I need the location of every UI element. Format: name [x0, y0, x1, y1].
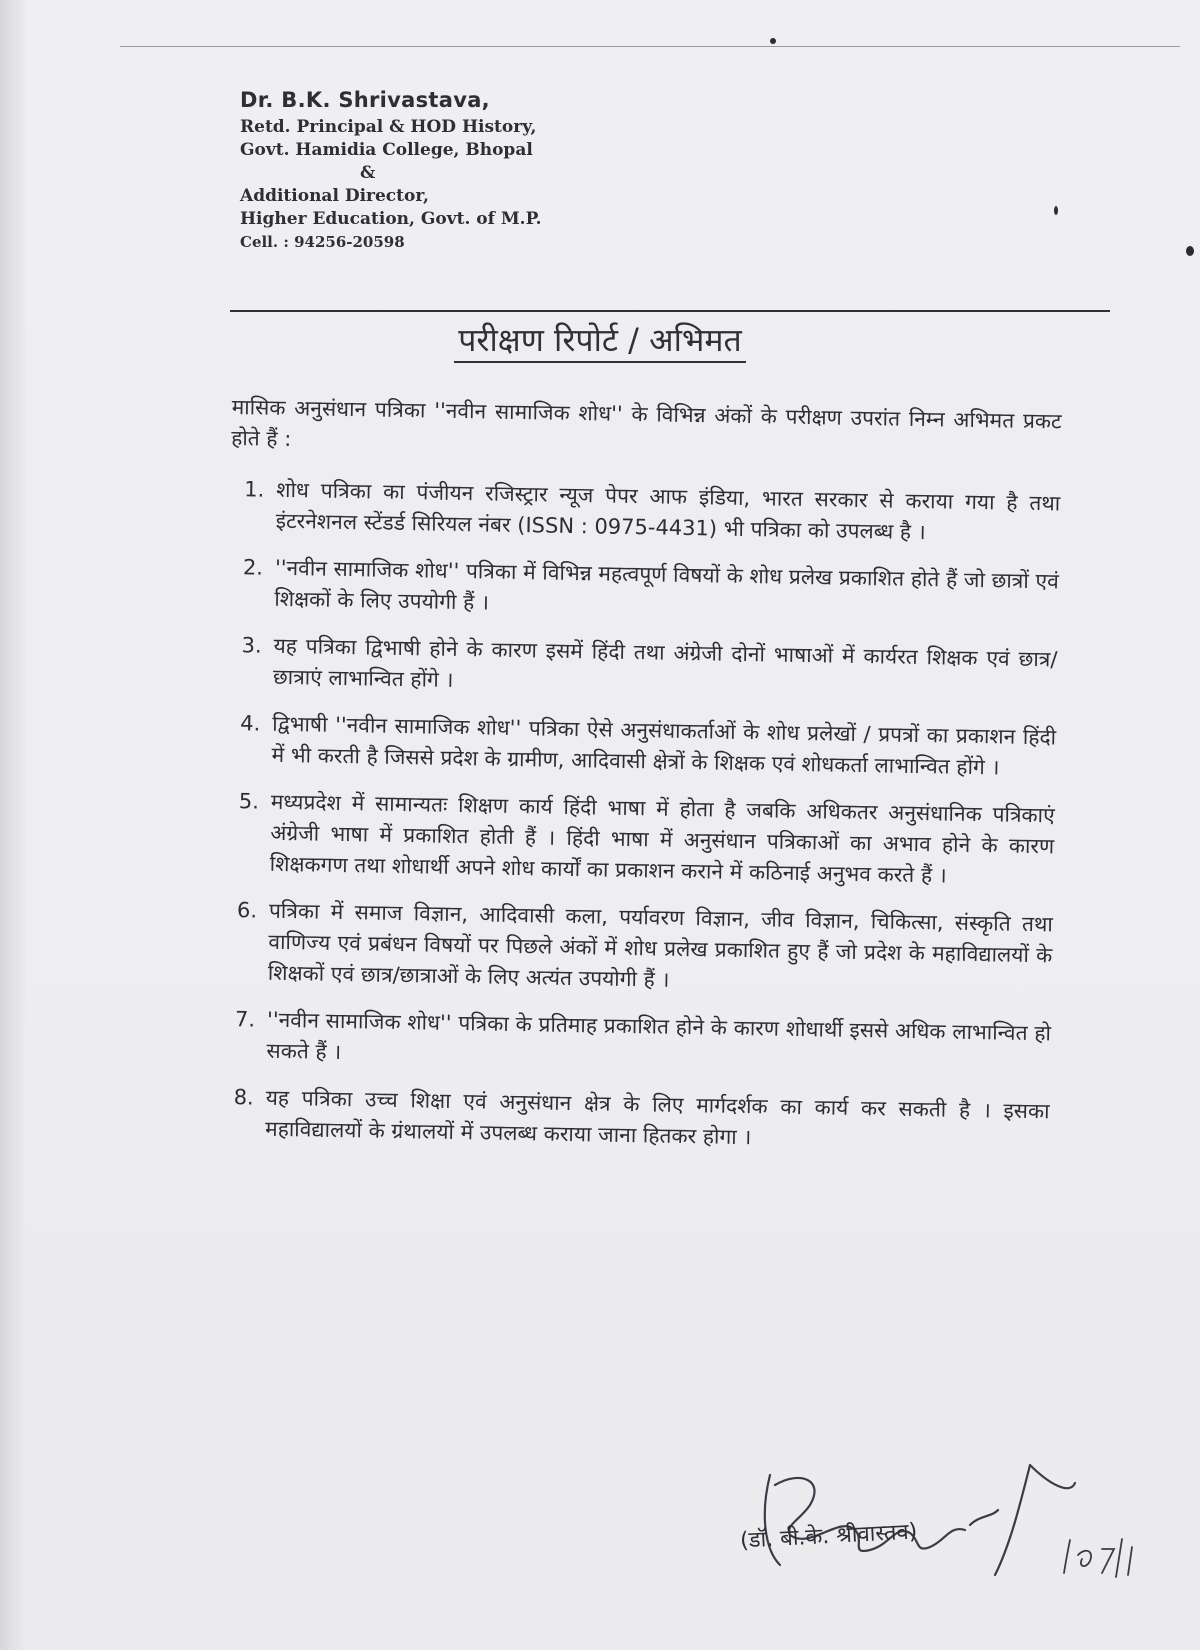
ink-speck	[1186, 246, 1194, 256]
list-item	[225, 708, 1056, 784]
author-phone: Cell. : 94256-20598	[240, 233, 405, 251]
ink-speck	[770, 38, 776, 44]
item-number: 3.	[241, 633, 262, 658]
report-body	[219, 392, 1062, 1174]
item-number: 7.	[234, 1007, 256, 1032]
item-number: 1.	[244, 477, 265, 502]
top-rule	[120, 46, 1180, 47]
item-text: मध्यप्रदेश में सामान्यतः शिक्षण कार्य हिंदी भाषा में होता है जबकि अधिकतर अनुसंधानिक पत्रिकाएं अंग्रेजी भाषा में प्रकाशित होती हैं । हिंदी भाषा में अनुसंधान पत्रिकाओं का अभाव होने के कारण शिक्षकगण तथा शोधार्थी अपने शोध कार्यों का प्रकाशन कराने में कठिनाई अनुभव करते हैं ।	[269, 789, 1055, 888]
signatory-name: (डॉ. बी.के. श्रीवास्तव)	[739, 1519, 918, 1554]
item-text: पत्रिका में समाज विज्ञान, आदिवासी कला, पर्यावरण विज्ञान, जीव विज्ञान, चिकित्सा, संस्कृति तथा वाणिज्य एवं प्रबंधन विषयों पर पिछले अंकों में शोध प्रलेख प्रकाशित हुए हैं जो प्रदेश के महाविद्यालयों के शिक्षकों एवं छात्र/छात्राओं के लिए अत्यंत उपयोगी हैं ।	[267, 898, 1054, 992]
item-number: 6.	[236, 898, 258, 923]
list-item	[227, 630, 1058, 706]
page-title-text: परीक्षण रिपोर्ट / अभिमत	[454, 321, 746, 363]
item-text: यह पत्रिका उच्च शिक्षा एवं अनुसंधान क्षेत्र के लिए मार्गदर्शक का कार्य कर सकती है । इसका महाविद्यालयों के ग्रंथालयों में उपलब्ध कराया जाना हितकर होगा ।	[264, 1085, 1050, 1150]
list-item	[229, 474, 1060, 550]
list-item	[219, 1082, 1050, 1158]
item-number: 5.	[238, 789, 260, 814]
author-department: Higher Education, Govt. of M.P.	[240, 209, 542, 229]
page-title	[0, 318, 1200, 361]
author-college: Govt. Hamidia College, Bhopal	[240, 140, 533, 160]
scan-left-edge	[0, 0, 26, 1650]
ampersand: &	[360, 163, 376, 183]
author-name: Dr. B.K. Shrivastava,	[240, 88, 490, 112]
intro-paragraph: मासिक अनुसंधान पत्रिका ''नवीन सामाजिक शोध'' के विभिन्न अंकों के परीक्षण उपरांत निम्न अभिमत प्रकट होते हैं :	[230, 394, 1062, 452]
item-text: ''नवीन सामाजिक शोध'' पत्रिका में विभिन्न महत्वपूर्ण विषयों के शोध प्रलेख प्रकाशित होते हैं जो छात्रों एवं शिक्षकों के लिए उपयोगी हैं ।	[274, 555, 1060, 615]
item-text: यह पत्रिका द्विभाषी होने के कारण इसमें हिंदी तथा अंग्रेजी दोनों भाषाओं में कार्यरत शिक्षक एवं छात्र/छात्राएं लाभान्वित होंगे ।	[272, 633, 1058, 692]
list-item	[220, 1004, 1051, 1080]
item-number: 8.	[233, 1085, 254, 1110]
author-title-2: Additional Director,	[240, 186, 429, 206]
header-divider	[230, 310, 1110, 312]
list-item	[228, 552, 1059, 628]
item-number: 4.	[240, 711, 261, 736]
opinion-list	[219, 474, 1061, 1158]
list-item	[222, 895, 1053, 1002]
item-text: शोध पत्रिका का पंजीयन रजिस्ट्रार न्यूज पेपर आफ इंडिया, भारत सरकार से कराया गया है तथा इंटरनेशनल स्टेंडर्ड सिरियल नंबर (ISSN : 0975-4431) भी पत्रिका को उपलब्ध है ।	[275, 477, 1061, 545]
item-number: 2.	[242, 555, 264, 580]
list-item	[224, 786, 1055, 893]
ink-speck	[1054, 206, 1058, 215]
letterhead	[240, 88, 660, 253]
item-text: ''नवीन सामाजिक शोध'' पत्रिका के प्रतिमाह प्रकाशित होने के कारण शोधार्थी इससे अधिक लाभान्वित हो सकते हैं ।	[266, 1007, 1052, 1065]
item-text: द्विभाषी ''नवीन सामाजिक शोध'' पत्रिका ऐसे अनुसंधाकर्ताओं के शोध प्रलेखों / प्रपत्रों का प्रकाशन हिंदी में भी करती है जिससे प्रदेश के ग्रामीण, आदिवासी क्षेत्रों के शिक्षक एवं शोधकर्ता लाभान्वित होंगे ।	[271, 711, 1057, 780]
author-title: Retd. Principal & HOD History,	[240, 117, 537, 137]
